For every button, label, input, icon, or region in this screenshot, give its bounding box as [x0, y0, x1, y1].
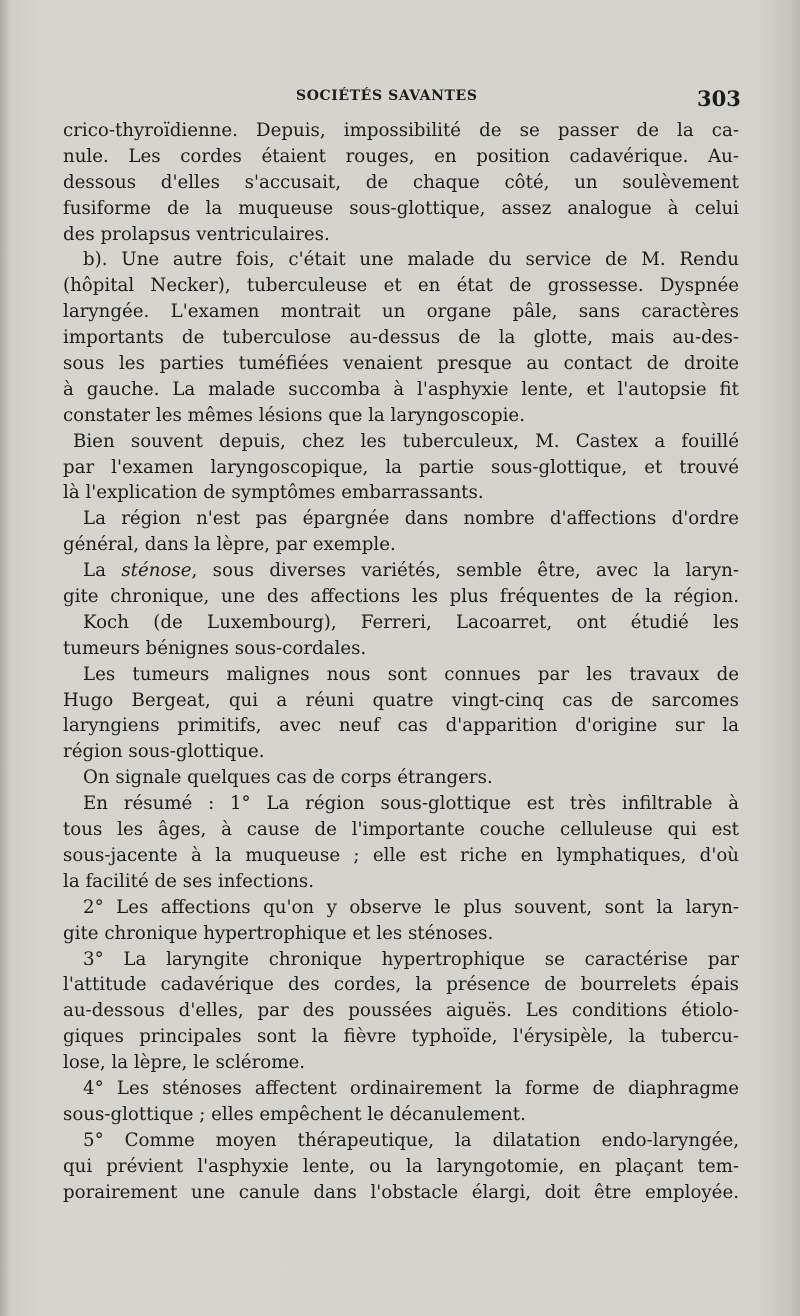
text-line: des prolapsus ventriculaires. — [63, 223, 330, 245]
text-line: Hugo Bergeat, qui a réuni quatre vingt-cinq cas de sarcomes — [63, 689, 739, 711]
text-line: général, dans la lèpre, par exemple. — [63, 534, 396, 556]
text-line: 2° Les affections qu'on y observe le plus souvent, sont la laryn- — [83, 896, 739, 918]
text-fragment: La — [83, 560, 122, 582]
text-line: là l'explication de symptômes embarrassants. — [63, 482, 484, 504]
text-line: (hôpital Necker), tuberculeuse et en état de grossesse. Dyspnée — [63, 275, 739, 297]
text-line: sous les parties tuméfiées venaient presque au contact de droite — [63, 353, 739, 375]
text-line: b). Une autre fois, c'était une malade du service de M. Rendu — [83, 249, 739, 271]
page-header — [0, 86, 800, 110]
text-line — [63, 558, 739, 584]
italic-term: sténose — [121, 560, 192, 582]
text-line: constater les mêmes lésions que la laryngoscopie. — [63, 404, 525, 426]
text-line: On signale quelques cas de corps étrangers. — [83, 767, 493, 789]
text-line: laryngée. L'examen montrait un organe pâle, sans caractères — [63, 301, 739, 323]
text-line: région sous-glottique. — [63, 741, 265, 763]
text-line: l'attitude cadavérique des cordes, la présence de bourrelets épais — [63, 974, 739, 996]
text-line: la facilité de ses infections. — [63, 870, 315, 892]
text-line: porairement une canule dans l'obstacle élargi, doit être employée. — [63, 1181, 739, 1203]
text-line: Koch (de Luxembourg), Ferreri, Lacoarret, ont étudié les — [83, 611, 739, 633]
text-line: sous-jacente à la muqueuse ; elle est riche en lymphatiques, d'où — [63, 844, 739, 866]
text-line: fusiforme de la muqueuse sous-glottique, assez analogue à celui — [63, 197, 739, 219]
running-title: SOCIÉTÉS SAVANTES — [296, 88, 478, 104]
text-line: à gauche. La malade succomba à l'asphyxie lente, et l'autopsie fit — [63, 378, 739, 400]
text-fragment: , sous diverses variétés, semble être, avec la laryn- — [191, 560, 740, 582]
text-line: dessous d'elles s'accusait, de chaque côté, un soulèvement — [63, 171, 739, 193]
text-line: tous les âges, à cause de l'importante couche celluleuse qui est — [63, 819, 739, 841]
text-line: 3° La laryngite chronique hypertrophique se caractérise par — [83, 948, 739, 970]
text-line: giques principales sont la fièvre typhoïde, l'érysipèle, la tubercu- — [63, 1026, 739, 1048]
body-text — [63, 118, 739, 1205]
page-number: 303 — [697, 86, 741, 111]
text-line: En résumé : 1° La région sous-glottique est très infiltrable à — [83, 793, 739, 815]
text-line: gite chronique, une des affections les plus fréquentes de la région. — [63, 586, 739, 608]
text-line: qui prévient l'asphyxie lente, ou la laryngotomie, en plaçant tem- — [63, 1155, 739, 1177]
text-line: importants de tuberculose au-dessus de la glotte, mais au-des- — [63, 327, 739, 349]
text-line: nule. Les cordes étaient rouges, en position cadavérique. Au- — [63, 145, 739, 167]
text-line: tumeurs bénignes sous-cordales. — [63, 637, 367, 659]
text-line: au-dessous d'elles, par des poussées aiguës. Les conditions étiolo- — [63, 1000, 739, 1022]
text-line: crico-thyroïdienne. Depuis, impossibilité de se passer de la ca- — [63, 120, 739, 141]
text-line: gite chronique hypertrophique et les sténoses. — [63, 922, 494, 944]
text-line: par l'examen laryngoscopique, la partie sous-glottique, et trouvé — [63, 456, 739, 478]
text-line: Bien souvent depuis, chez les tuberculeux, M. Castex a fouillé — [73, 430, 739, 452]
text-line: 5° Comme moyen thérapeutique, la dilatation endo-laryngée, — [83, 1129, 739, 1151]
text-line: La région n'est pas épargnée dans nombre d'affections d'ordre — [83, 508, 739, 530]
text-line: sous-glottique ; elles empêchent le décanulement. — [63, 1103, 526, 1125]
text-line: 4° Les sténoses affectent ordinairement la forme de diaphragme — [83, 1077, 739, 1099]
text-line: laryngiens primitifs, avec neuf cas d'apparition d'origine sur la — [63, 715, 739, 737]
text-line: lose, la lèpre, le sclérome. — [63, 1052, 306, 1074]
text-line: Les tumeurs malignes nous sont connues par les travaux de — [83, 663, 739, 685]
